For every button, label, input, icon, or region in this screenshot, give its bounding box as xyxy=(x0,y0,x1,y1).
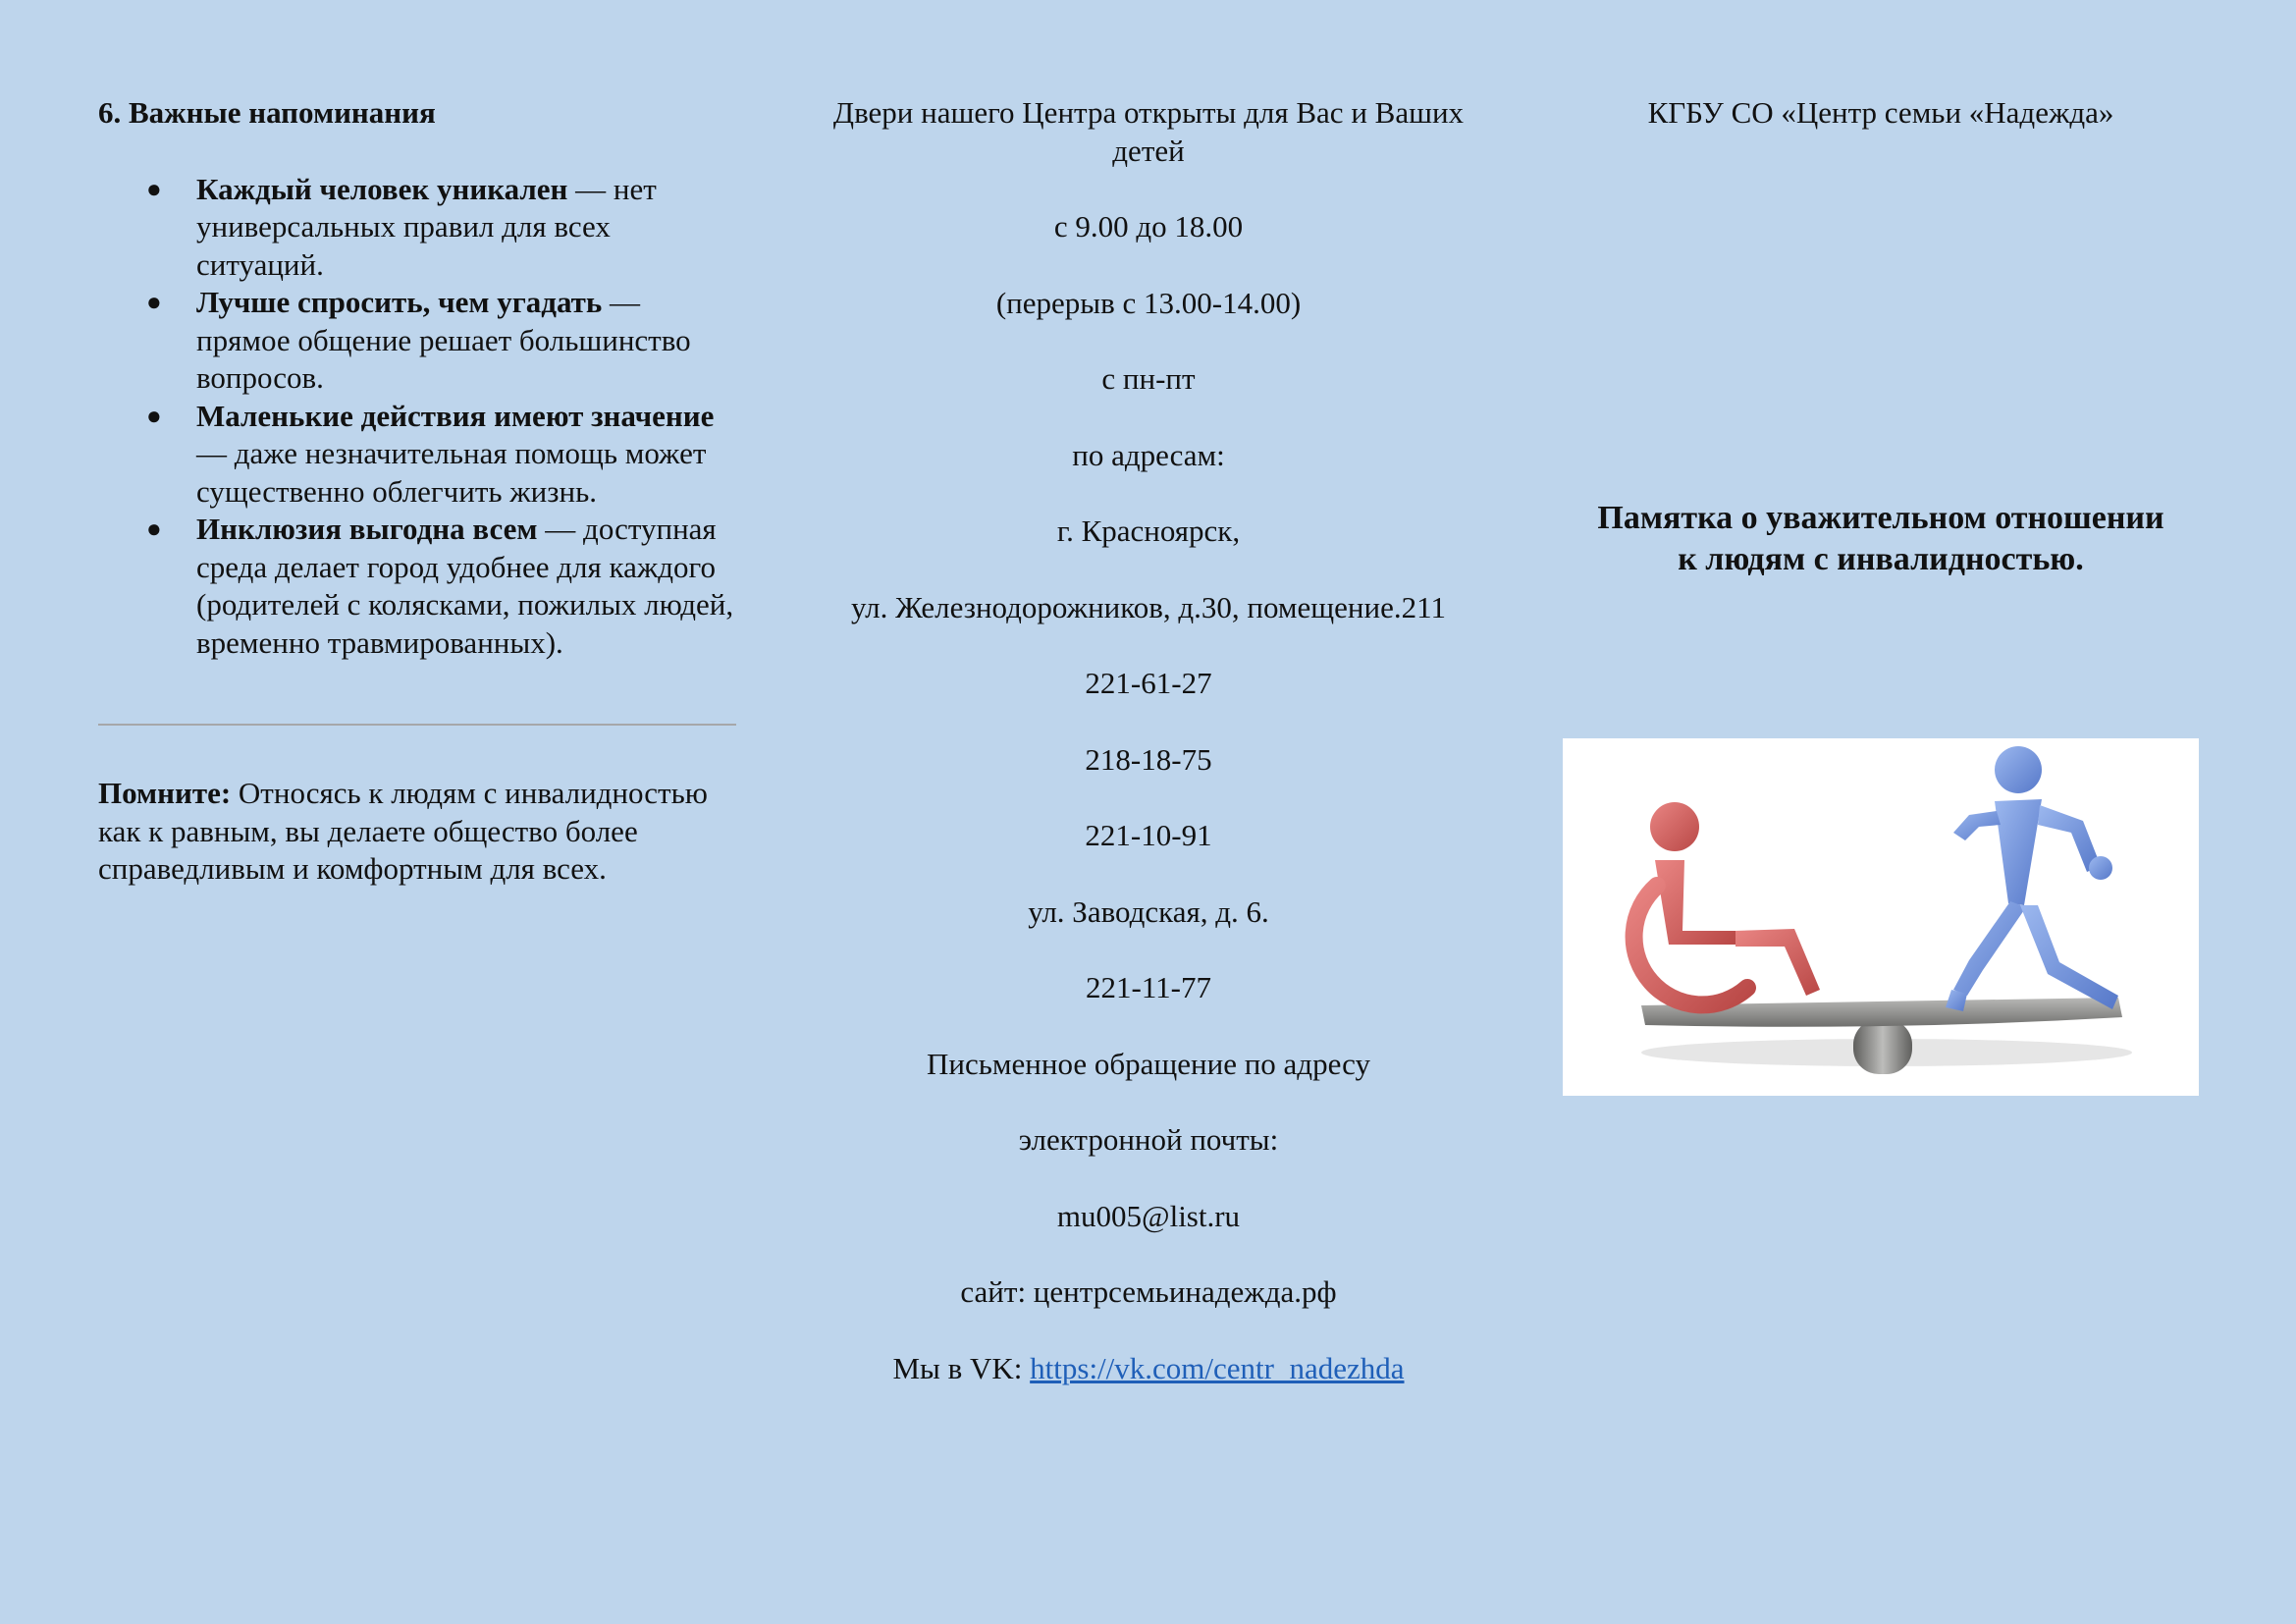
cover-column xyxy=(1563,94,2199,580)
phone: 221-11-77 xyxy=(1086,970,1211,1004)
phone: 221-61-27 xyxy=(1085,666,1212,700)
list-item xyxy=(98,284,736,398)
section-divider xyxy=(98,724,736,726)
website[interactable]: сайт: центрсемьинадежда.рф xyxy=(960,1274,1337,1309)
walking-person-icon xyxy=(1946,746,2118,1011)
seesaw-pivot xyxy=(1853,1019,1912,1074)
phone: 221-10-91 xyxy=(1085,818,1212,852)
list-item-bold: Лучше спросить, чем угадать xyxy=(196,285,603,319)
address-2: ул. Заводская, д. 6. xyxy=(1028,893,1269,929)
email-address[interactable]: mu005@list.ru xyxy=(1056,1198,1241,1233)
bullet-icon: ● xyxy=(146,514,162,543)
phone: 218-18-75 xyxy=(1085,741,1212,777)
reminders-heading: 6. Важные напоминания xyxy=(98,95,436,130)
address-1: ул. Железнодорожников, д.30, помещение.211 xyxy=(851,589,1446,624)
remember-text: Относясь к людям с инвалидностью как к равным, вы делаете общество более справедливым и комфортным для всех. xyxy=(98,776,708,886)
inclusion-illustration xyxy=(1563,738,2199,1096)
list-item xyxy=(98,171,736,285)
list-item-text: — нет универсальных правил для всех ситуаций. xyxy=(196,171,657,282)
list-item-text: — даже незначительная помощь может существенно облегчить жизнь. xyxy=(196,436,707,509)
city: г. Красноярск, xyxy=(1056,514,1241,548)
memo-title-line: к людям с инвалидностью. xyxy=(1678,540,2084,577)
seesaw-illustration-icon xyxy=(1563,738,2199,1096)
break-hours: (перерыв с 13.00-14.00) xyxy=(995,285,1302,320)
list-item xyxy=(98,398,736,512)
working-days: с пн-пт xyxy=(1101,361,1196,396)
working-hours: с 9.00 до 18.00 xyxy=(1053,209,1244,244)
list-item-bold: Каждый человек уникален xyxy=(196,171,568,206)
addresses-label: по адресам: xyxy=(1072,437,1225,472)
remember-note xyxy=(98,775,736,889)
list-item-text: — доступная среда делает город удобнее для каждого (родителей с колясками, пожилых людей, временно травмированных). xyxy=(196,512,734,660)
list-item-bold: Маленькие действия имеют значение xyxy=(196,398,715,433)
email-label: электронной почты: xyxy=(1018,1122,1279,1157)
vk-prefix: Мы в VK: xyxy=(892,1350,1031,1385)
vk-line xyxy=(815,1350,1482,1388)
bullet-icon: ● xyxy=(146,401,162,430)
bullet-icon: ● xyxy=(146,288,162,316)
remember-label: Помните: xyxy=(98,776,232,810)
contacts-column xyxy=(815,94,1482,1426)
written-request-label: Письменное обращение по адресу xyxy=(927,1046,1370,1081)
list-item xyxy=(98,511,736,662)
memo-title-line: Памятка о уважительном отношении xyxy=(1597,499,2164,536)
reminders-column xyxy=(98,94,736,919)
organization-name: КГБУ СО «Центр семьи «Надежда» xyxy=(1647,95,2114,130)
bullet-icon: ● xyxy=(146,174,162,203)
list-item-text: — прямое общение решает большинство вопросов. xyxy=(196,285,691,395)
intro-text: Двери нашего Центра открыты для Вас и Ваших детей xyxy=(832,95,1465,168)
list-item-bold: Инклюзия выгодна всем xyxy=(196,512,538,546)
reminders-list xyxy=(98,171,736,663)
memo-title xyxy=(1563,498,2199,580)
vk-link[interactable]: https://vk.com/centr_nadezhda xyxy=(1030,1350,1405,1385)
wheelchair-icon xyxy=(1634,802,1820,1004)
